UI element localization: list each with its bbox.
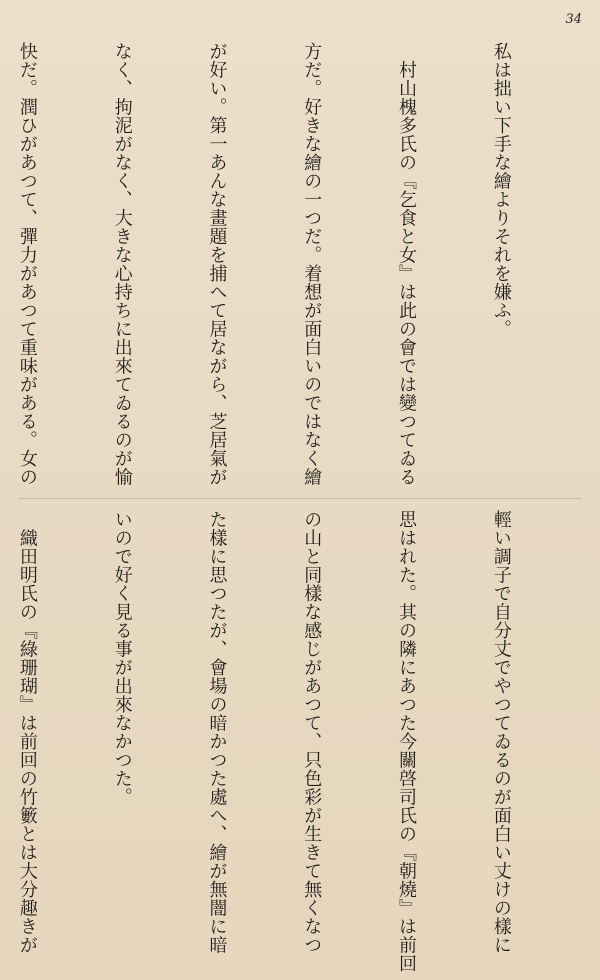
text-line: 村山槐多氏の『乞食と女』は此の會では變つてゐる: [396, 42, 418, 486]
text-line: 私は拙い下手な繪よりそれを嫌ふ。: [490, 42, 512, 338]
section-divider: [18, 498, 582, 499]
top-text-block: [10, 42, 580, 492]
text-line: 方だ。好きな繪の一つだ。着想が面白いのではなく繪: [301, 42, 323, 486]
text-line: た樣に思つたが、會場の暗かつた處へ、繪が無闇に暗: [206, 510, 228, 954]
text-line: 輕い調子で自分丈でやつてゐるのが面白い丈けの樣に: [490, 510, 512, 954]
page-number: 34: [565, 12, 582, 27]
text-line: なく、拘泥がなく、大きな心持ちに出來てゐるのが愉: [111, 42, 133, 486]
bottom-text-block: [10, 510, 580, 973]
text-line: 快だ。潤ひがあつて、彈力があつて重味がある。女の: [16, 42, 38, 486]
text-line: の山と同樣な感じがあつて、只色彩が生きて無くなつ: [301, 510, 323, 954]
text-line: 思はれた。其の隣にあつた今關啓司氏の『朝燒』は前回: [396, 510, 418, 973]
text-line: が好い。第一あんな畫題を捕へて居ながら、芝居氣が: [206, 42, 228, 486]
text-line: 織田明氏の『綠珊瑚』は前回の竹籔とは大分趣きが: [16, 510, 38, 954]
text-line: いので好く見る事が出來なかつた。: [111, 510, 133, 806]
